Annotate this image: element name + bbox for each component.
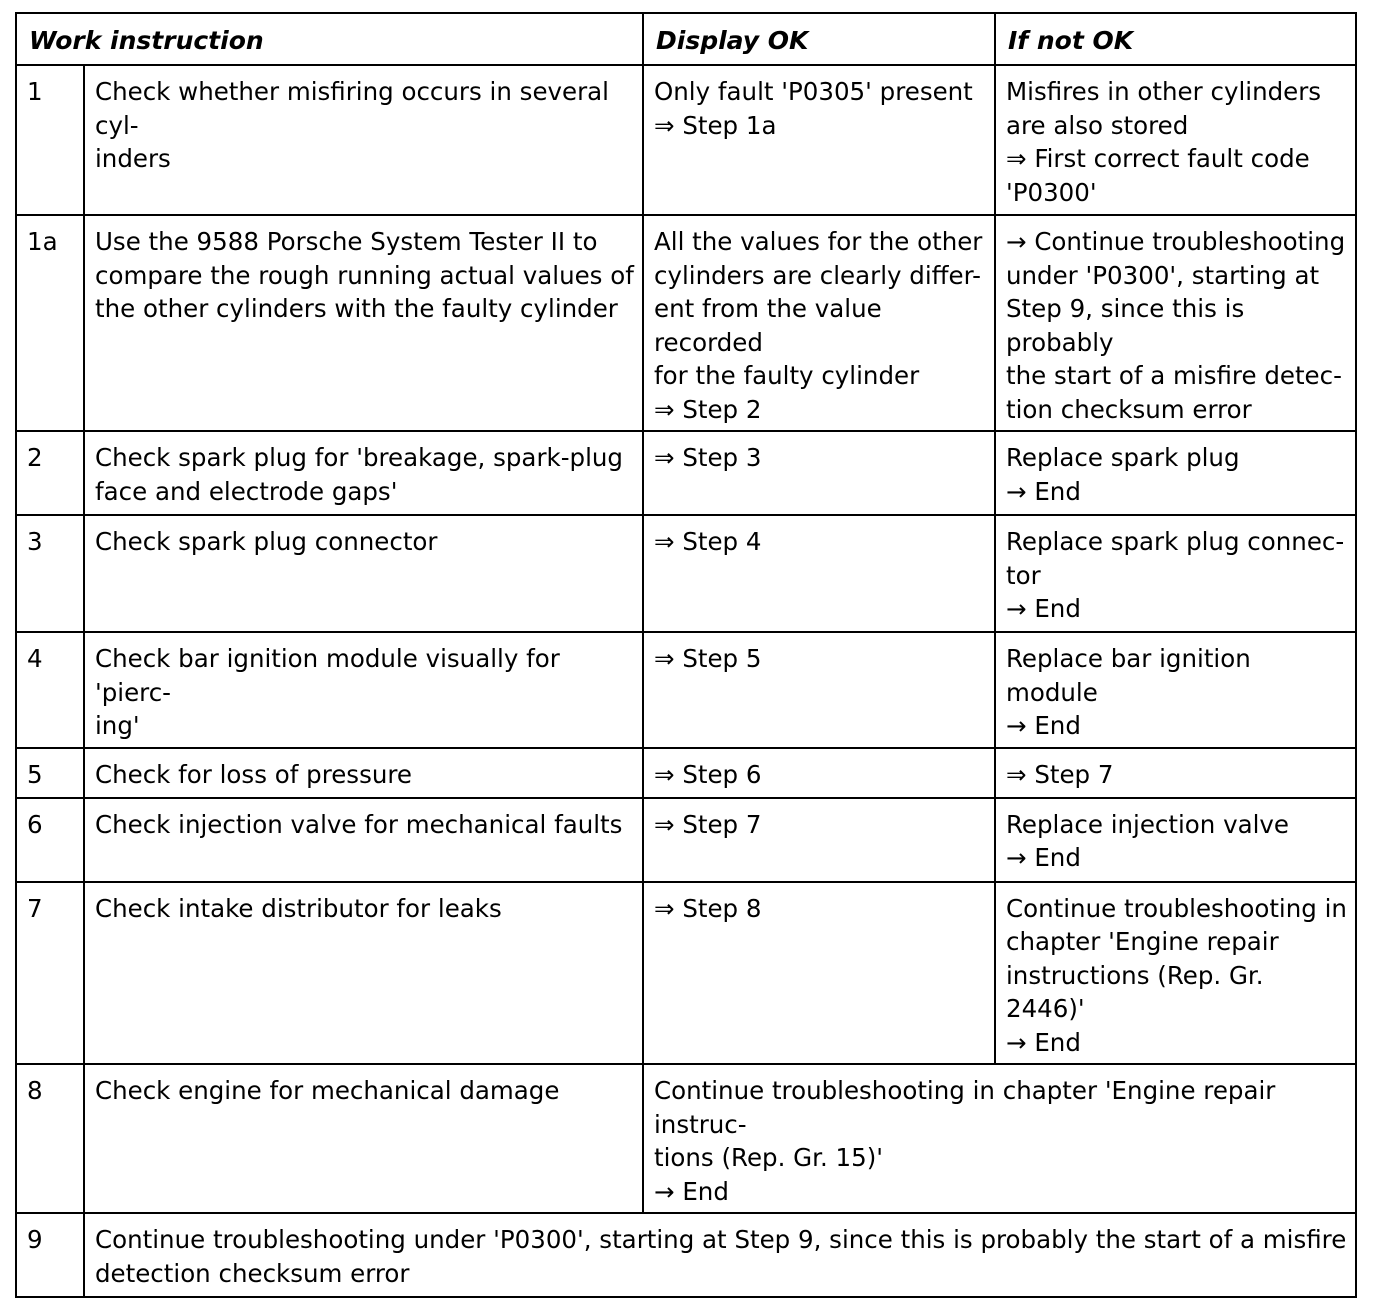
table-row (16, 798, 1356, 882)
table-row (16, 515, 1356, 632)
table-row (16, 882, 1356, 1065)
step-number: 5 (16, 748, 84, 798)
step-number: 4 (16, 632, 84, 748)
table-row (16, 215, 1356, 431)
work-instruction-cell: Use the 9588 Porsche System Tester II to compare the rough running actual values of the other cylinders with the faulty cylinder (84, 215, 643, 431)
if-not-ok-cell: Continue troubleshooting in chapter 'Engine repair instructions (Rep. Gr. 2446)' → End (995, 882, 1356, 1065)
table-header-row (16, 13, 1356, 65)
work-instruction-cell: Check spark plug for 'breakage, spark-plug face and electrode gaps' (84, 431, 643, 515)
header-display-ok: Display OK (643, 13, 995, 65)
if-not-ok-cell: Replace spark plug connec- tor → End (995, 515, 1356, 632)
table-row (16, 65, 1356, 215)
step-number: 1a (16, 215, 84, 431)
if-not-ok-cell: Misfires in other cylinders are also stored ⇒ First correct fault code 'P0300' (995, 65, 1356, 215)
step-number: 8 (16, 1064, 84, 1213)
merged-result-cell: Continue troubleshooting in chapter 'Engine repair instruc- tions (Rep. Gr. 15)' → End (643, 1064, 1356, 1213)
display-ok-cell: All the values for the other cylinders are clearly differ- ent from the value recorded for the faulty cylinder ⇒ Step 2 (643, 215, 995, 431)
work-instruction-cell: Check injection valve for mechanical faults (84, 798, 643, 882)
work-instruction-cell: Check bar ignition module visually for 'pierc- ing' (84, 632, 643, 748)
display-ok-cell: Only fault 'P0305' present ⇒ Step 1a (643, 65, 995, 215)
step-number: 1 (16, 65, 84, 215)
step-number: 7 (16, 882, 84, 1065)
work-instruction-cell: Check intake distributor for leaks (84, 882, 643, 1065)
table-row (16, 748, 1356, 798)
step-number: 2 (16, 431, 84, 515)
troubleshooting-table (15, 12, 1357, 1298)
if-not-ok-cell: Replace bar ignition module → End (995, 632, 1356, 748)
merged-instruction-cell: Continue troubleshooting under 'P0300', starting at Step 9, since this is probably the start of a misfire detection checksum error (84, 1213, 1356, 1297)
table-row (16, 1213, 1356, 1297)
display-ok-cell: ⇒ Step 5 (643, 632, 995, 748)
if-not-ok-cell: ⇒ Step 7 (995, 748, 1356, 798)
table-row (16, 431, 1356, 515)
header-work-instruction: Work instruction (16, 13, 643, 65)
work-instruction-cell: Check for loss of pressure (84, 748, 643, 798)
if-not-ok-cell: Replace spark plug → End (995, 431, 1356, 515)
work-instruction-cell: Check engine for mechanical damage (84, 1064, 643, 1213)
if-not-ok-cell: Replace injection valve → End (995, 798, 1356, 882)
step-number: 6 (16, 798, 84, 882)
display-ok-cell: ⇒ Step 7 (643, 798, 995, 882)
if-not-ok-cell: → Continue troubleshooting under 'P0300', starting at Step 9, since this is probably the start of a misfire detec- tion checksum error (995, 215, 1356, 431)
display-ok-cell: ⇒ Step 8 (643, 882, 995, 1065)
work-instruction-cell: Check spark plug connector (84, 515, 643, 632)
table-row (16, 632, 1356, 748)
work-instruction-cell: Check whether misfiring occurs in several cyl- inders (84, 65, 643, 215)
display-ok-cell: ⇒ Step 3 (643, 431, 995, 515)
display-ok-cell: ⇒ Step 4 (643, 515, 995, 632)
step-number: 3 (16, 515, 84, 632)
header-if-not-ok: If not OK (995, 13, 1356, 65)
table-row (16, 1064, 1356, 1213)
display-ok-cell: ⇒ Step 6 (643, 748, 995, 798)
step-number: 9 (16, 1213, 84, 1297)
